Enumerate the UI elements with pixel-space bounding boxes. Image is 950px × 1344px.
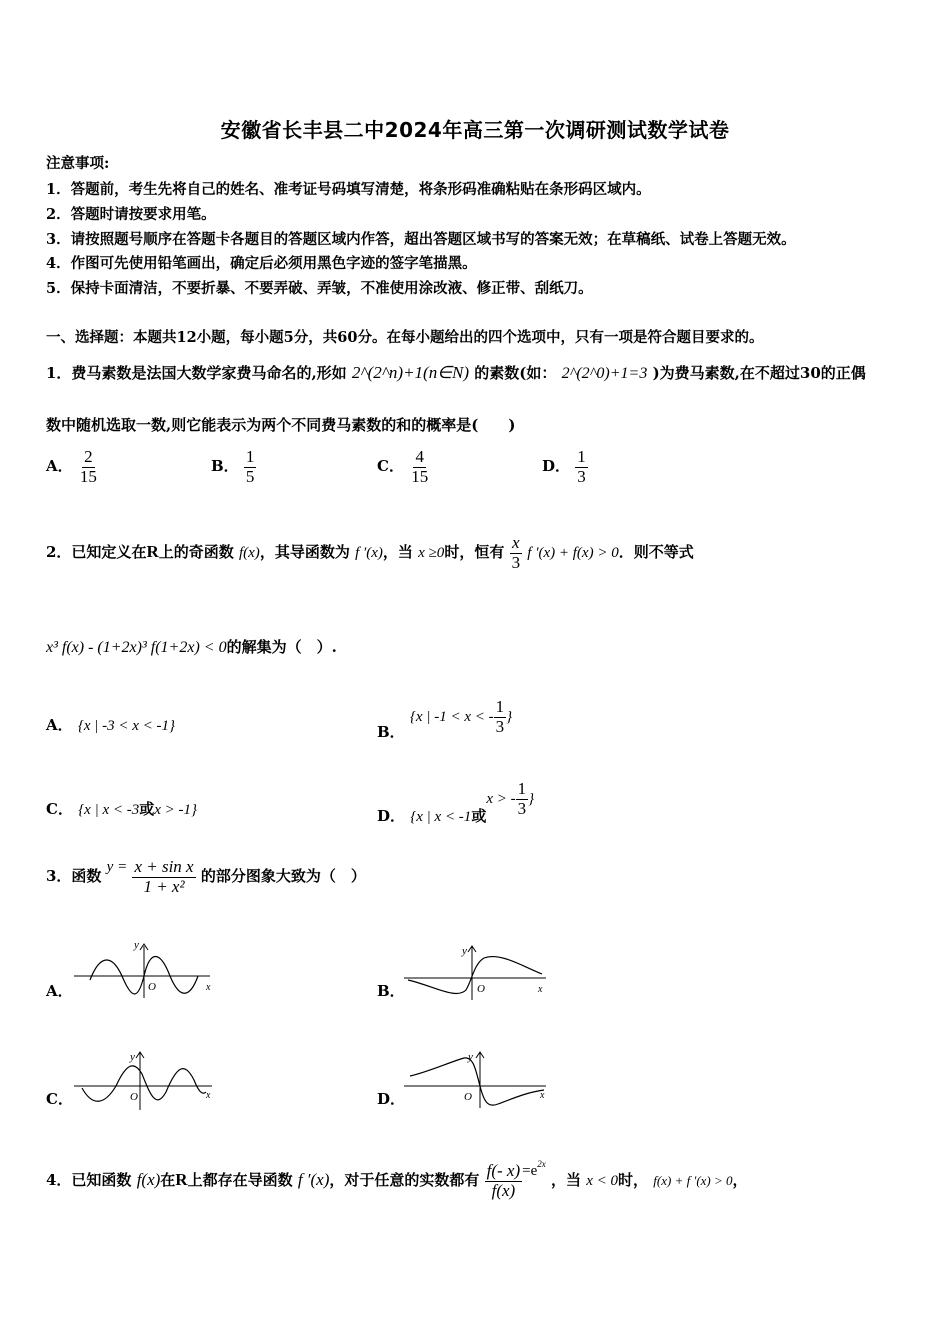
question-1: 1．费马素数是法国大数学家费马命名的,形如 2^(2^n)+1(n∈N) 的素数(如： 2^(2^0)+1=3 )为费马素数,在不超过30的正偶 [46, 363, 866, 382]
graph-b-origin: O [477, 983, 485, 995]
q1-option-c[interactable]: C． $\frac{4}{15}$ [377, 447, 429, 486]
question-2: 2．已知定义在R上的奇函数 f(x)，其导函数为 f ′(x)，当 x ≥0时，恒有 $\frac{x}{3}$ f ′(x) + f(x) > 0．则不等式 [46, 533, 694, 572]
graph-c-origin: O [130, 1091, 138, 1103]
graph-d-x-label: x [540, 1090, 545, 1101]
q1-option-a[interactable]: A． $\frac{2}{15}$ [46, 447, 97, 486]
q2-option-d[interactable]: D． {x | x < -1或x > - $\frac{1}{3}$ } [377, 779, 535, 826]
question-3: 3．函数 y = $\frac{\text{x + sin x}}{\text{1 + x²}}$ 的部分图象大致为（ ） [46, 857, 366, 896]
graph-b-y-label: y [462, 945, 467, 957]
q3-option-a[interactable]: A． [46, 982, 73, 1000]
note-item-3: 3．请按照题号顺序在答题卡各题目的答题区域内作答，超出答题区域书写的答案无效；在草稿纸、试卷上答题无效。 [46, 231, 796, 248]
q3-option-b[interactable]: B． [377, 982, 405, 1000]
graph-a-y-label: y [134, 940, 139, 951]
note-item-2: 2．答题时请按要求用笔。 [46, 206, 216, 223]
graph-c-y-label: y [130, 1051, 135, 1063]
question-2-line2: x³ f(x) - (1+2x)³ f(1+2x) < 0的解集为（ ）. [46, 638, 337, 656]
graph-d-y-label: y [468, 1051, 473, 1063]
note-item-5: 5．保持卡面清洁，不要折暴、不要弄破、弄皱，不准使用涂改液、修正带、刮纸刀。 [46, 280, 593, 297]
note-item-1: 1．答题前，考生先将自己的姓名、准考证号码填写清楚，将条形码准确粘贴在条形码区域内。 [46, 181, 651, 198]
q2-option-b[interactable]: B． {x | -1 < x < - $\frac{1}{3}$ } [377, 697, 513, 742]
graph-b-x-label: x [538, 984, 543, 995]
graph-d[interactable] [404, 1046, 554, 1110]
q1-option-d[interactable]: D． $\frac{1}{3}$ [542, 447, 586, 486]
question-1-line2: 数中随机选取一数,则它能表示为两个不同费马素数的和的概率是( ) [46, 416, 516, 434]
page-title: 安徽省长丰县二中2024年高三第一次调研测试数学试卷 [220, 118, 730, 142]
graph-c[interactable] [74, 1046, 224, 1112]
graph-c-x-label: x [206, 1090, 211, 1101]
fermat-formula: 2^(2^n)+1(n∈N) [351, 363, 470, 382]
q2-option-a[interactable]: A． {x | -3 < x < -1} [46, 716, 176, 734]
notes-heading: 注意事项: [46, 155, 110, 172]
q3-option-c[interactable]: C． [46, 1090, 73, 1108]
question-4: 4．已知函数 f(x)在R上都存在导函数 f ′(x)，对于任意的实数都有 $\frac{f(- x)}{f(x)}$ $=e^{2x}$ ，当 x < 0时， f(x) + f ′(x) > 0， [46, 1159, 748, 1200]
graph-a-origin: O [148, 981, 156, 993]
graph-b[interactable] [404, 940, 554, 1002]
note-item-4: 4．作图可先使用铅笔画出，确定后必须用黑色字迹的签字笔描黑。 [46, 255, 477, 272]
graph-a-x-label: x [206, 982, 211, 993]
fermat-example: 2^(2^0)+1=3 [561, 365, 648, 382]
graph-a[interactable] [74, 940, 224, 1000]
section-heading: 一、选择题：本题共12小题，每小题5分，共60分。在每小题给出的四个选项中，只有一项是符合题目要求的。 [46, 329, 764, 346]
q1-option-b[interactable]: B． $\frac{1}{5}$ [211, 447, 255, 486]
graph-d-origin: O [464, 1091, 472, 1103]
q2-option-c[interactable]: C． {x | x < -3或x > -1} [46, 800, 198, 818]
q3-option-d[interactable]: D． [377, 1090, 406, 1108]
